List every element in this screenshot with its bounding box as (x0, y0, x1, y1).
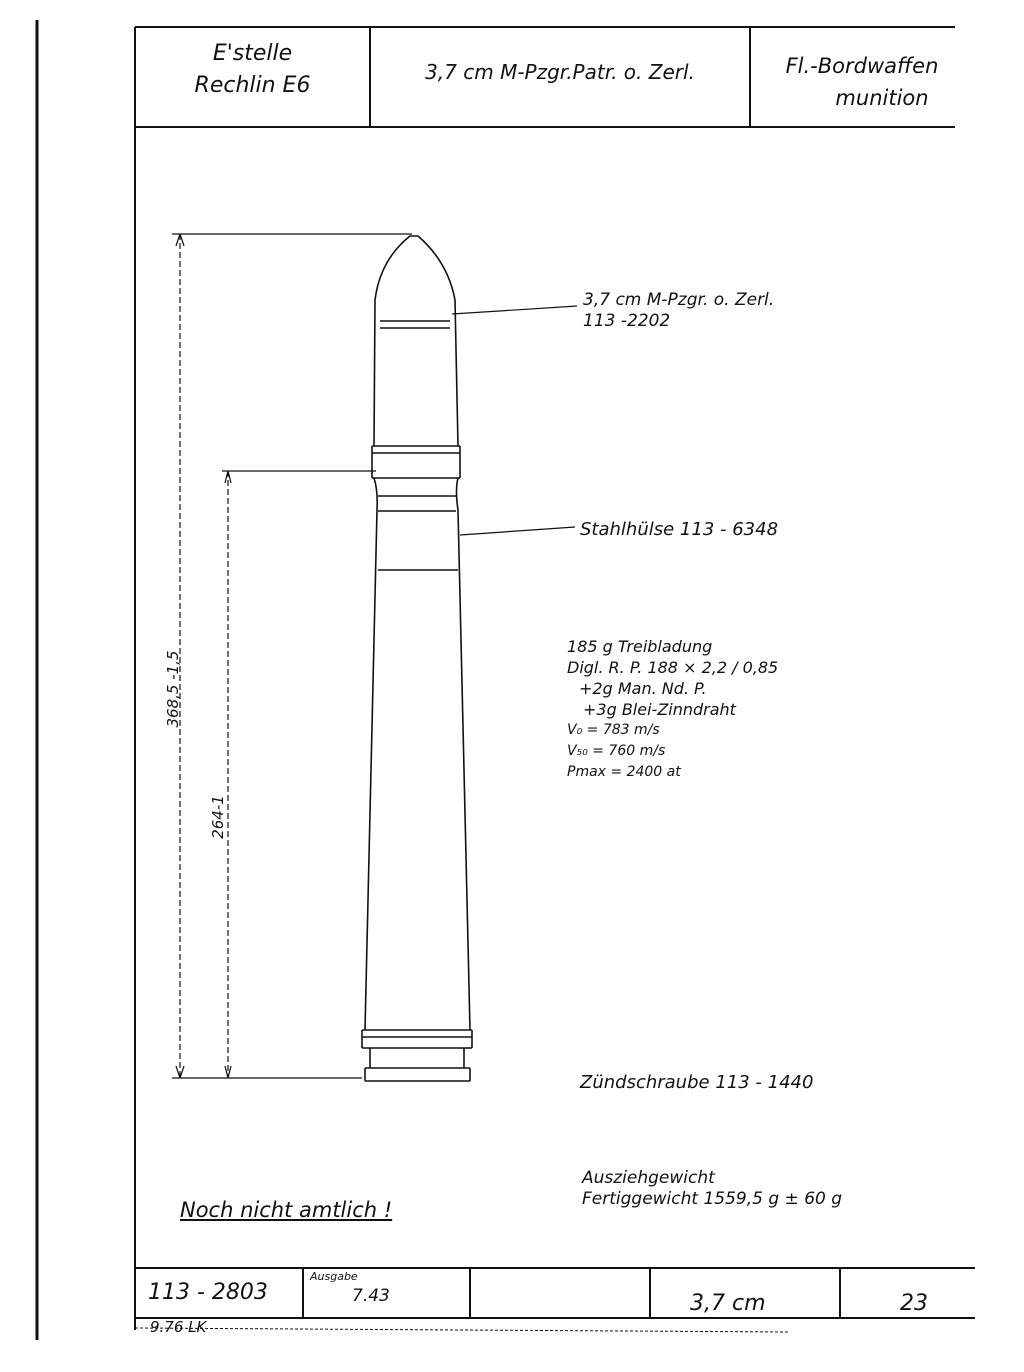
category-line2: munition (835, 86, 929, 110)
charge-line: V₀ = 783 m/s (567, 722, 660, 738)
drawing-title: 3,7 cm M-Pzgr.Patr. o. Zerl. (425, 60, 695, 84)
charge-line: Digl. R. P. 188 × 2,2 / 0,85 (567, 658, 779, 677)
charge-line: 185 g Treibladung (567, 637, 713, 656)
footer-sheet: 23 (900, 1291, 928, 1316)
primer-callout: Zündschraube 113 - 1440 (580, 1072, 814, 1093)
charge-line: +3g Blei-Zinndraht (583, 700, 736, 719)
category-line1: Fl.-Bordwaffen (785, 54, 939, 78)
case-length-dimension: 264-1 (209, 795, 227, 839)
dimension-lines (172, 234, 412, 1078)
weight-line: Ausziehgewicht (582, 1168, 715, 1188)
cartridge-outline (362, 236, 472, 1081)
office-line1: E'stelle (212, 41, 293, 66)
office-line2: Rechlin E6 (194, 73, 311, 98)
issue-value: 7.43 (352, 1286, 390, 1306)
not-official-stamp: Noch nicht amtlich ! (180, 1198, 393, 1222)
projectile-number: 113 -2202 (583, 311, 671, 331)
case-callout: Stahlhülse 113 - 6348 (580, 519, 779, 540)
weight-line: Fertiggewicht 1559,5 g ± 60 g (582, 1189, 843, 1209)
footer-number: 113 - 2803 (148, 1280, 268, 1305)
weight-block (582, 1168, 842, 1210)
charge-spec (567, 636, 778, 783)
projectile-name: 3,7 cm M-Pzgr. o. Zerl. (583, 290, 775, 310)
footer-caliber: 3,7 cm (690, 1291, 766, 1316)
office-block (140, 38, 365, 102)
leader-lines (452, 306, 577, 535)
issue-label: Ausgabe (310, 1270, 358, 1283)
charge-line: Pmax = 2400 at (567, 764, 681, 780)
category-block (752, 50, 972, 114)
charge-line: V₅₀ = 760 m/s (567, 743, 666, 759)
projectile-callout (583, 290, 774, 332)
margin-note: 9.76 LK (150, 1318, 207, 1336)
charge-line: +2g Man. Nd. P. (579, 679, 707, 698)
sheet-frame (135, 27, 975, 1332)
overall-length-dimension: 368,5 -1,5 (164, 650, 182, 728)
